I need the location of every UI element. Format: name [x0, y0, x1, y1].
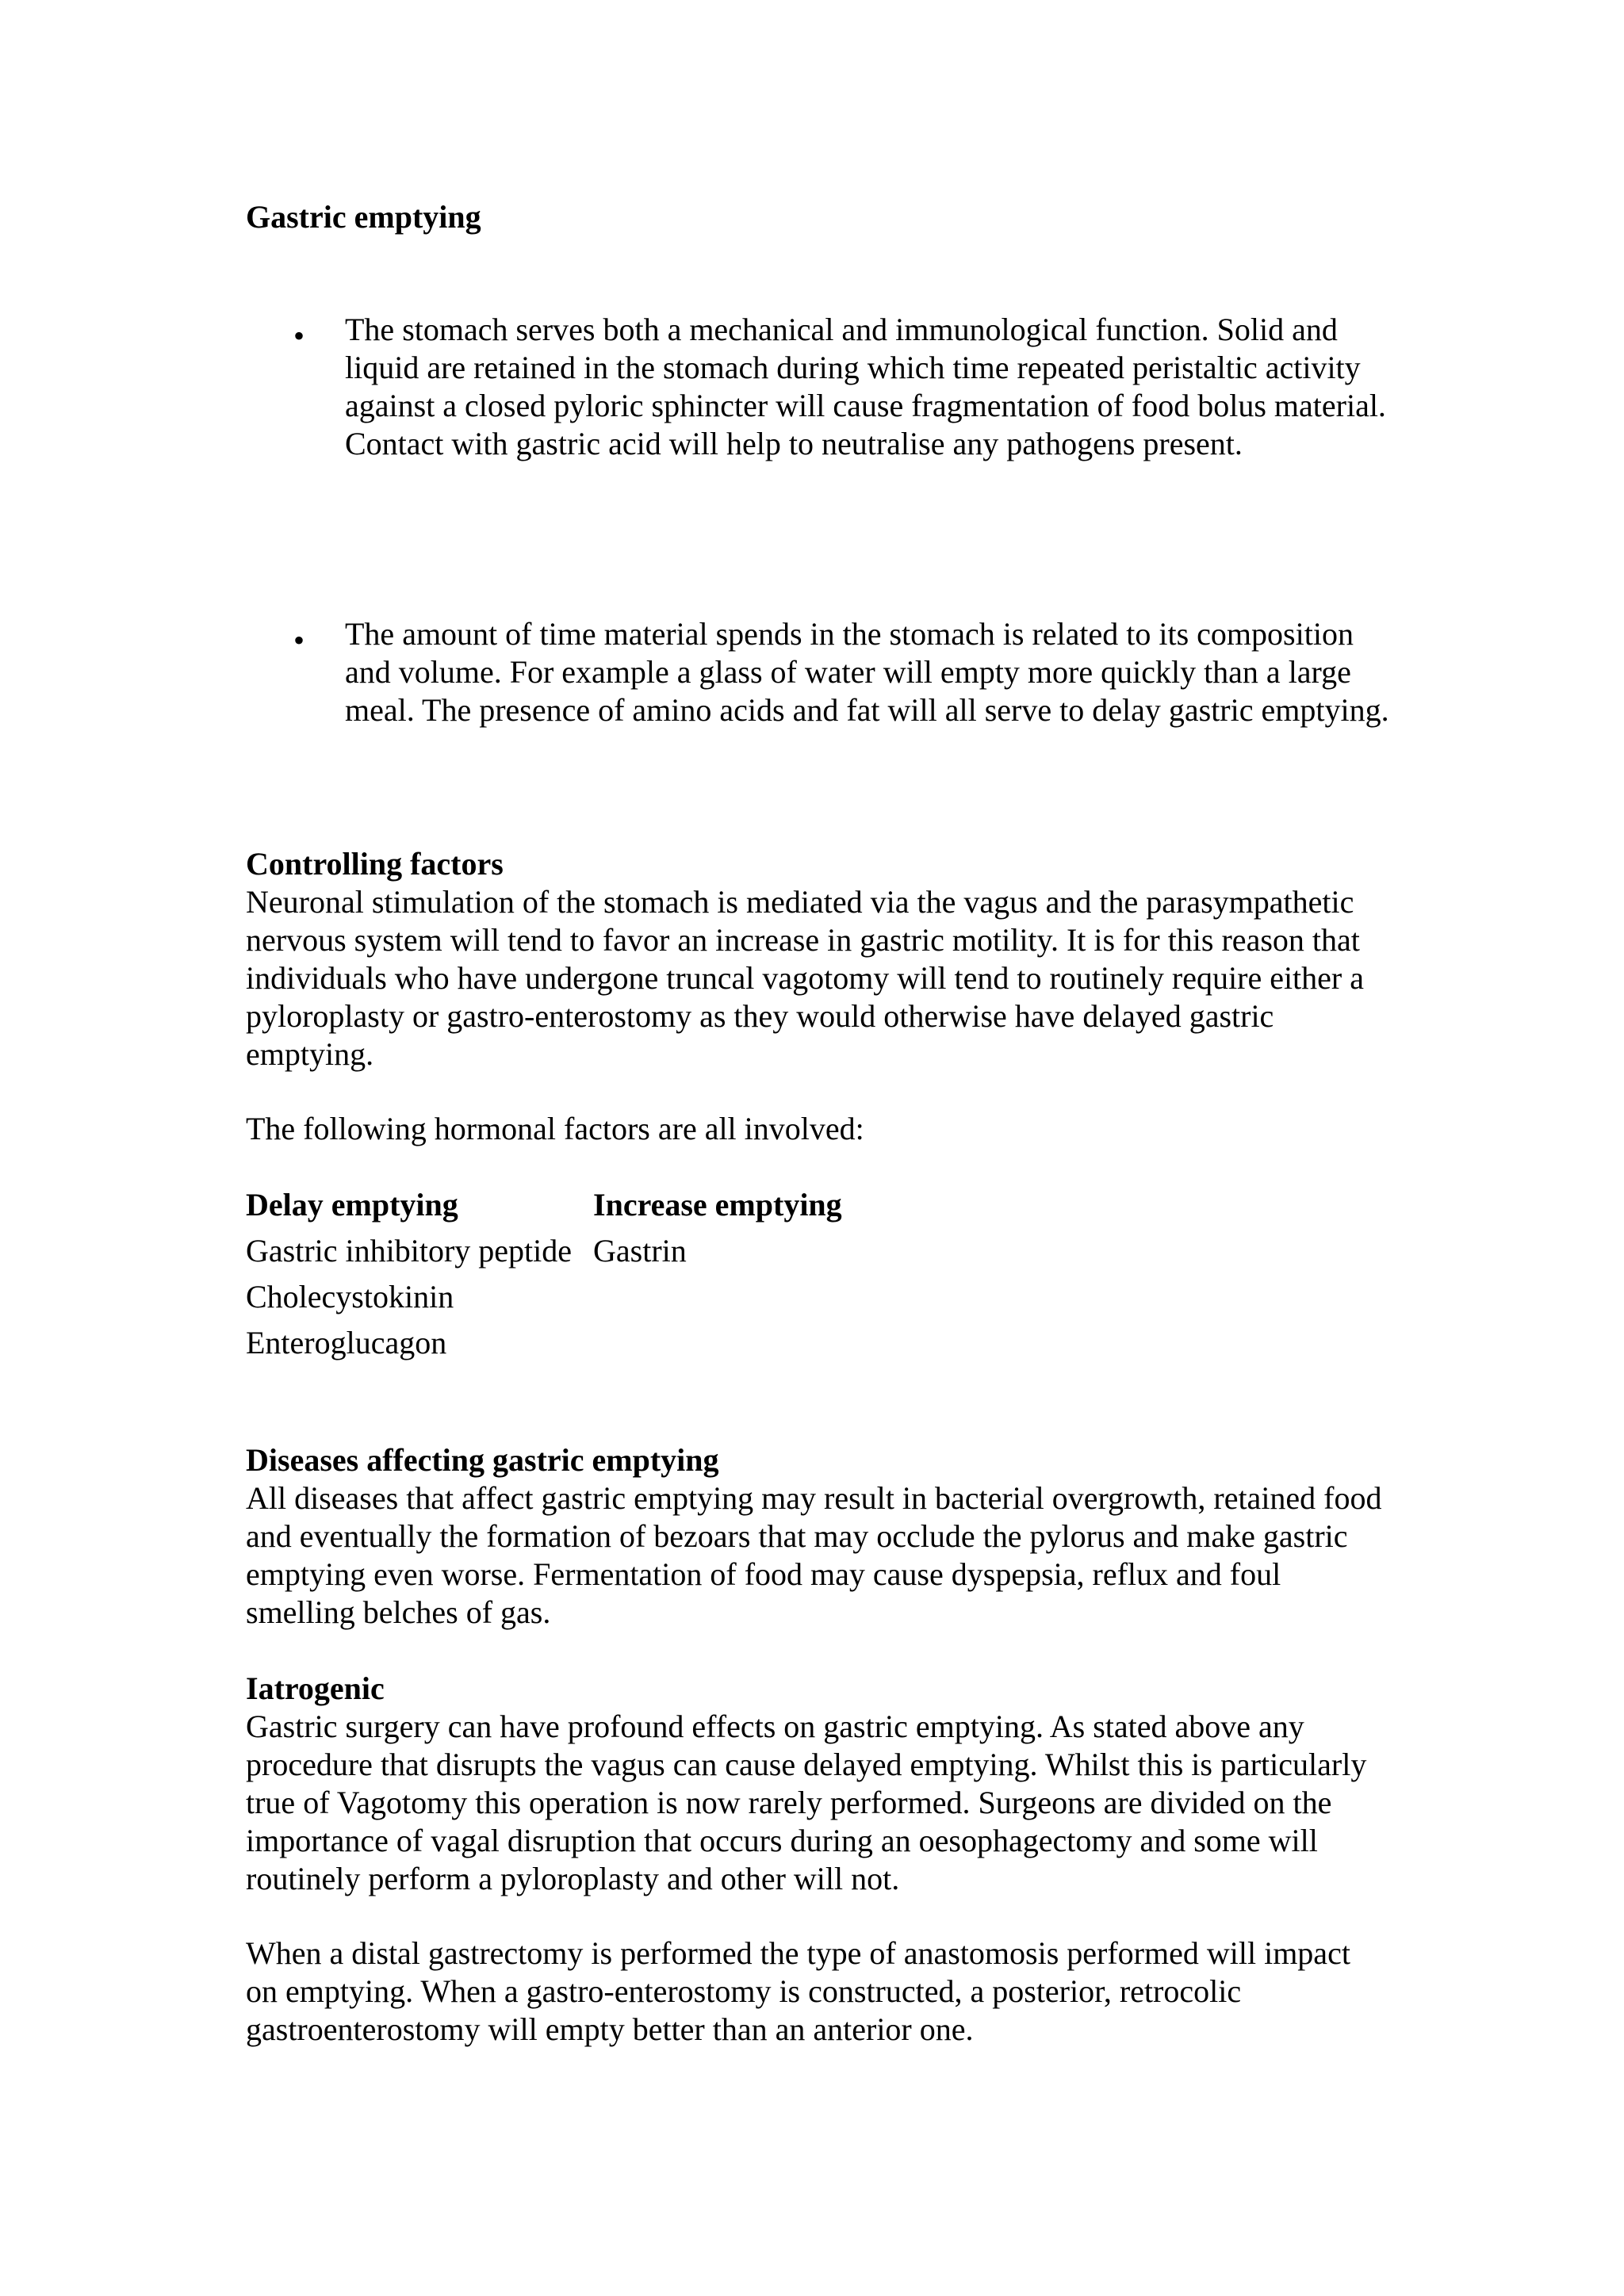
- table-row: [246, 1278, 1118, 1324]
- iatrogenic-text-2: When a distal gastrectomy is performed the type of anastomosis performed will impact on emptying. When a gastro-enterostomy is constructed, a posterior, retrocolic gastroenterostomy will empty better than an anterior one.: [246, 1935, 1350, 2047]
- controlling-factors-heading: Controlling factors: [246, 846, 504, 882]
- hormonal-intro: The following hormonal factors are all involved:: [246, 1111, 864, 1146]
- increase-cell: Gastrin: [593, 1233, 687, 1269]
- delay-cell: Cholecystokinin: [246, 1279, 454, 1314]
- hormone-table-header: [246, 1186, 1118, 1232]
- iatrogenic-heading: Iatrogenic: [246, 1670, 385, 1706]
- bullet-marker: •: [293, 318, 305, 354]
- header-increase-emptying: Increase emptying: [593, 1187, 842, 1223]
- bullet-text-1: The stomach serves both a mechanical and immunological function. Solid and liquid are retained in the stomach during which time repeated peristaltic activity against a closed pyloric sphincter will cause fragmentation of food bolus material. Contact with gastric acid will help to neutralise any pathogens present.: [345, 312, 1386, 461]
- bullet-marker: •: [293, 622, 305, 658]
- bullet-text-2: The amount of time material spends in the stomach is related to its composition and volume. For example a glass of water will empty more quickly than a large meal. The presence of amino acids and fat will all serve to delay gastric emptying.: [345, 616, 1389, 728]
- delay-cell: Gastric inhibitory peptide: [246, 1233, 573, 1269]
- table-row: [246, 1324, 1118, 1370]
- controlling-factors-text: Neuronal stimulation of the stomach is mediated via the vagus and the parasympathetic nervous system will tend to favor an increase in gastric motility. It is for this reason that individuals who have undergone truncal vagotomy will tend to routinely require either a pyloroplasty or gastro-enterostomy as they would otherwise have delayed gastric emptying.: [246, 884, 1364, 1072]
- diseases-heading: Diseases affecting gastric emptying: [246, 1442, 719, 1478]
- table-row: [246, 1232, 1118, 1278]
- header-delay-emptying: Delay emptying: [246, 1187, 458, 1223]
- diseases-text: All diseases that affect gastric emptying may result in bacterial overgrowth, retained food and eventually the formation of bezoars that may occlude the pylorus and make gastric emptying even worse. Fermentation of food may cause dyspepsia, reflux and foul smelling belches of gas.: [246, 1480, 1382, 1630]
- iatrogenic-text-1: Gastric surgery can have profound effects on gastric emptying. As stated above any procedure that disrupts the vagus can cause delayed emptying. Whilst this is particularly true of Vagotomy this operation is now rarely performed. Surgeons are divided on the importance of vagal disruption that occurs during an oesophagectomy and some will routinely perform a pyloroplasty and other will not.: [246, 1709, 1367, 1896]
- page-title: Gastric emptying: [246, 199, 481, 235]
- hormone-table: [246, 1186, 1118, 1370]
- delay-cell: Enteroglucagon: [246, 1325, 447, 1360]
